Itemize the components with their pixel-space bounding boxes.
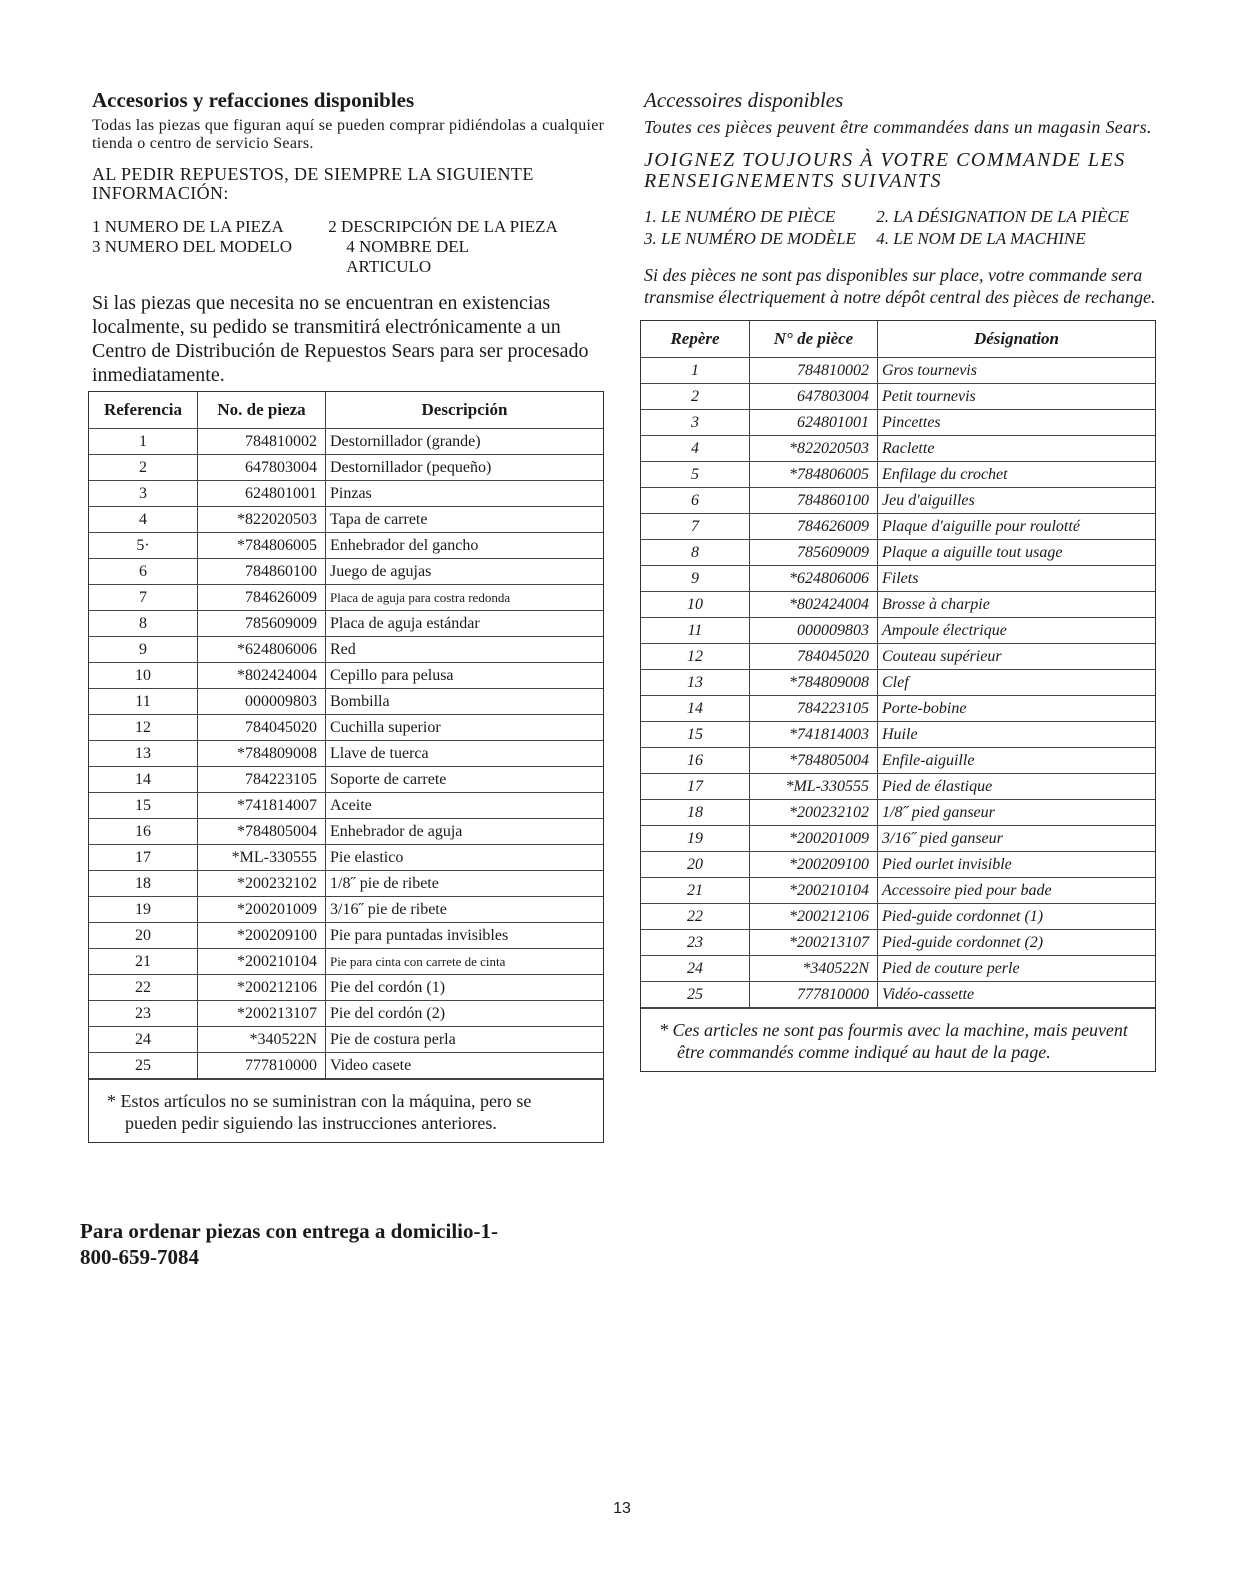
table-row <box>641 774 1155 800</box>
row-part-number: *200209100 <box>198 923 326 949</box>
row-part-number: *802424004 <box>750 592 878 618</box>
row-description: Tapa de carrete <box>326 507 604 533</box>
row-part-number: 000009803 <box>198 689 326 715</box>
header-part-number: No. de pieza <box>198 392 326 429</box>
table-row <box>89 897 603 923</box>
table-row <box>641 592 1155 618</box>
table-row <box>89 429 603 455</box>
row-description: 1/8˝ pie de ribete <box>326 871 604 897</box>
row-description: Placa de aguja para costra redonda <box>326 585 604 611</box>
row-description: Plaque a aiguille tout usage <box>878 540 1156 566</box>
row-description: Enhebrador de aguja <box>326 819 604 845</box>
row-description: Raclette <box>878 436 1156 462</box>
header-description: Désignation <box>878 321 1156 358</box>
row-description: Pied-guide cordonnet (1) <box>878 904 1156 930</box>
row-description: Vidéo-cassette <box>878 982 1156 1008</box>
row-description: Destornillador (pequeño) <box>326 455 604 481</box>
row-reference: 10 <box>89 663 198 689</box>
table-row <box>641 566 1155 592</box>
row-description: Cepillo para pelusa <box>326 663 604 689</box>
row-part-number: *624806006 <box>750 566 878 592</box>
page-number: 13 <box>613 1500 631 1517</box>
row-description: Bombilla <box>326 689 604 715</box>
row-part-number: *200213107 <box>750 930 878 956</box>
row-description: Filets <box>878 566 1156 592</box>
table-row <box>89 663 603 689</box>
row-part-number: 784860100 <box>198 559 326 585</box>
french-info-list <box>644 206 1160 250</box>
row-description: Clef <box>878 670 1156 696</box>
table-row <box>641 982 1155 1008</box>
row-reference: 3 <box>641 410 750 436</box>
row-reference: 9 <box>641 566 750 592</box>
row-reference: 3 <box>89 481 198 507</box>
row-part-number: 647803004 <box>750 384 878 410</box>
row-description: Jeu d'aiguilles <box>878 488 1156 514</box>
table-row <box>641 358 1155 384</box>
row-part-number: *200232102 <box>198 871 326 897</box>
row-description: Pie para puntadas invisibles <box>326 923 604 949</box>
spanish-parts-table-box <box>88 391 604 1143</box>
table-row <box>641 722 1155 748</box>
french-intro: Toutes ces pièces peuvent être commandées dans un magasin Sears. <box>644 117 1152 137</box>
row-reference: 19 <box>89 897 198 923</box>
row-description: Destornillador (grande) <box>326 429 604 455</box>
row-reference: 7 <box>641 514 750 540</box>
table-row <box>641 514 1155 540</box>
row-part-number: 784626009 <box>750 514 878 540</box>
row-reference: 14 <box>641 696 750 722</box>
french-heading: Accessoires disponibles <box>644 88 844 112</box>
row-reference: 21 <box>89 949 198 975</box>
row-reference: 16 <box>89 819 198 845</box>
spanish-availability-note: Si las piezas que necesita no se encuentran en existencias localmente, su pedido se transmitirá electrónicamente a un Centro de Distribución de Repuestos Sears para ser procesado inmediatamente. <box>92 292 589 386</box>
row-reference: 15 <box>641 722 750 748</box>
row-part-number: 784045020 <box>198 715 326 741</box>
row-reference: 4 <box>89 507 198 533</box>
table-row <box>641 410 1155 436</box>
french-caps-notice: JOIGNEZ TOUJOURS À VOTRE COMMANDE LES RENSEIGNEMENTS SUIVANTS <box>644 149 1126 192</box>
row-reference: 20 <box>89 923 198 949</box>
row-part-number: 785609009 <box>198 611 326 637</box>
table-row <box>641 384 1155 410</box>
row-description: Petit tournevis <box>878 384 1156 410</box>
info-item: 1. LE NUMÉRO DE PIÈCE <box>644 207 836 226</box>
row-reference: 24 <box>89 1027 198 1053</box>
row-description: Pie de costura perla <box>326 1027 604 1053</box>
row-description: Llave de tuerca <box>326 741 604 767</box>
row-part-number: 784860100 <box>750 488 878 514</box>
row-part-number: *340522N <box>198 1027 326 1053</box>
table-row <box>641 436 1155 462</box>
table-row <box>641 956 1155 982</box>
row-reference: 1 <box>641 358 750 384</box>
table-row <box>641 826 1155 852</box>
table-row <box>89 559 603 585</box>
info-item: 2 DESCRIPCIÓN DE LA PIEZA <box>328 217 558 236</box>
row-reference: 5· <box>89 533 198 559</box>
row-description: Pie del cordón (2) <box>326 1001 604 1027</box>
row-description: Pinzas <box>326 481 604 507</box>
french-parts-table <box>641 321 1155 1008</box>
row-description: Pied de élastique <box>878 774 1156 800</box>
info-item: 2. LA DÉSIGNATION DE LA PIÈCE <box>876 207 1130 226</box>
row-reference: 22 <box>89 975 198 1001</box>
row-reference: 9 <box>89 637 198 663</box>
spanish-caps-notice: AL PEDIR REPUESTOS, DE SIEMPRE LA SIGUIENTE INFORMACIÓN: <box>92 164 534 203</box>
row-part-number: *741814003 <box>750 722 878 748</box>
table-row <box>89 715 603 741</box>
table-row <box>89 585 603 611</box>
table-row <box>641 878 1155 904</box>
row-description: Pie para cinta con carrete de cinta <box>326 949 604 975</box>
row-description: Pied ourlet invisible <box>878 852 1156 878</box>
row-description: Accessoire pied pour bade <box>878 878 1156 904</box>
row-reference: 17 <box>89 845 198 871</box>
row-reference: 13 <box>641 670 750 696</box>
row-reference: 21 <box>641 878 750 904</box>
table-row <box>89 1001 603 1027</box>
row-reference: 4 <box>641 436 750 462</box>
row-description: Red <box>326 637 604 663</box>
row-reference: 25 <box>641 982 750 1008</box>
row-part-number: *200210104 <box>198 949 326 975</box>
order-phone-info: Para ordenar piezas con entrega a domicilio-1-800-659-7084 <box>80 1219 498 1269</box>
row-part-number: *784809008 <box>750 670 878 696</box>
table-row <box>89 767 603 793</box>
row-reference: 18 <box>89 871 198 897</box>
table-row <box>89 637 603 663</box>
row-part-number: 784223105 <box>750 696 878 722</box>
header-reference: Referencia <box>89 392 198 429</box>
spanish-footnote: * Estos artículos no se suministran con la máquina, pero se pueden pedir siguiendo las instrucciones anteriores. <box>89 1079 603 1142</box>
row-part-number: *784809008 <box>198 741 326 767</box>
row-reference: 15 <box>89 793 198 819</box>
table-row <box>641 488 1155 514</box>
row-description: Cuchilla superior <box>326 715 604 741</box>
row-description: Pie elastico <box>326 845 604 871</box>
row-reference: 12 <box>89 715 198 741</box>
row-description: Gros tournevis <box>878 358 1156 384</box>
row-reference: 2 <box>89 455 198 481</box>
row-reference: 17 <box>641 774 750 800</box>
table-row <box>641 670 1155 696</box>
row-part-number: *200232102 <box>750 800 878 826</box>
table-row <box>641 618 1155 644</box>
row-reference: 2 <box>641 384 750 410</box>
table-row <box>89 689 603 715</box>
row-description: Soporte de carrete <box>326 767 604 793</box>
row-description: Aceite <box>326 793 604 819</box>
row-part-number: *200201009 <box>750 826 878 852</box>
row-part-number: *200213107 <box>198 1001 326 1027</box>
table-row <box>89 455 603 481</box>
table-row <box>641 462 1155 488</box>
row-part-number: 777810000 <box>198 1053 326 1079</box>
table-row <box>89 533 603 559</box>
table-row <box>89 949 603 975</box>
table-row <box>89 819 603 845</box>
spanish-intro: Todas las piezas que figuran aquí se pueden comprar pidiéndolas a cualquier tienda o centro de servicio Sears. <box>92 117 605 152</box>
table-row <box>89 1053 603 1079</box>
row-reference: 22 <box>641 904 750 930</box>
row-description: Brosse à charpie <box>878 592 1156 618</box>
row-part-number: *784805004 <box>750 748 878 774</box>
table-row <box>641 852 1155 878</box>
info-item: 4. LE NOM DE LA MACHINE <box>876 229 1086 248</box>
table-row <box>89 611 603 637</box>
row-reference: 7 <box>89 585 198 611</box>
row-reference: 11 <box>89 689 198 715</box>
row-part-number: *784805004 <box>198 819 326 845</box>
row-part-number: 777810000 <box>750 982 878 1008</box>
info-item: 4 NOMBRE DEL ARTICULO <box>346 237 469 276</box>
row-reference: 23 <box>641 930 750 956</box>
header-part-number: N° de pièce <box>750 321 878 358</box>
row-reference: 11 <box>641 618 750 644</box>
table-row <box>89 507 603 533</box>
row-description: 3/16˝ pie de ribete <box>326 897 604 923</box>
row-part-number: *822020503 <box>750 436 878 462</box>
table-row <box>89 923 603 949</box>
french-column <box>640 88 1160 1072</box>
row-reference: 13 <box>89 741 198 767</box>
row-description: Juego de agujas <box>326 559 604 585</box>
table-row <box>89 481 603 507</box>
row-reference: 5 <box>641 462 750 488</box>
row-part-number: *802424004 <box>198 663 326 689</box>
row-reference: 25 <box>89 1053 198 1079</box>
row-part-number: 785609009 <box>750 540 878 566</box>
row-description: Pie del cordón (1) <box>326 975 604 1001</box>
row-part-number: *822020503 <box>198 507 326 533</box>
french-parts-table-box <box>640 320 1156 1072</box>
row-reference: 12 <box>641 644 750 670</box>
row-description: Pincettes <box>878 410 1156 436</box>
table-row <box>641 748 1155 774</box>
row-part-number: 784045020 <box>750 644 878 670</box>
row-part-number: *340522N <box>750 956 878 982</box>
row-reference: 10 <box>641 592 750 618</box>
row-part-number: 784223105 <box>198 767 326 793</box>
row-reference: 1 <box>89 429 198 455</box>
row-part-number: *200210104 <box>750 878 878 904</box>
row-description: Enfilage du crochet <box>878 462 1156 488</box>
table-row <box>89 741 603 767</box>
row-part-number: 784626009 <box>198 585 326 611</box>
french-footnote: * Ces articles ne sont pas fourmis avec la machine, mais peuvent être commandés comme indiqué au haut de la page. <box>641 1008 1155 1071</box>
spanish-column <box>88 88 608 1143</box>
row-description: Enhebrador del gancho <box>326 533 604 559</box>
info-item: 1 NUMERO DE LA PIEZA <box>92 217 284 236</box>
table-row <box>89 793 603 819</box>
row-reference: 14 <box>89 767 198 793</box>
info-item: 3 NUMERO DEL MODELO <box>92 237 293 256</box>
row-part-number: *784806005 <box>198 533 326 559</box>
row-description: 1/8˝ pied ganseur <box>878 800 1156 826</box>
row-part-number: 000009803 <box>750 618 878 644</box>
row-part-number: *741814007 <box>198 793 326 819</box>
table-row <box>89 975 603 1001</box>
table-row <box>89 845 603 871</box>
row-description: Plaque d'aiguille pour roulotté <box>878 514 1156 540</box>
table-header-row <box>641 321 1155 358</box>
spanish-info-list <box>92 217 608 277</box>
table-row <box>641 540 1155 566</box>
row-description: Placa de aguja estándar <box>326 611 604 637</box>
header-description: Descripción <box>326 392 604 429</box>
row-description: Porte-bobine <box>878 696 1156 722</box>
row-part-number: *200212106 <box>198 975 326 1001</box>
row-part-number: *200212106 <box>750 904 878 930</box>
row-part-number: 784810002 <box>750 358 878 384</box>
row-description: Couteau supérieur <box>878 644 1156 670</box>
table-row <box>641 800 1155 826</box>
row-part-number: 647803004 <box>198 455 326 481</box>
table-row <box>641 644 1155 670</box>
row-part-number: *200209100 <box>750 852 878 878</box>
row-part-number: 624801001 <box>750 410 878 436</box>
row-part-number: 624801001 <box>198 481 326 507</box>
spanish-parts-table <box>89 392 603 1079</box>
row-reference: 23 <box>89 1001 198 1027</box>
row-part-number: *ML-330555 <box>750 774 878 800</box>
row-description: 3/16˝ pied ganseur <box>878 826 1156 852</box>
row-reference: 8 <box>89 611 198 637</box>
row-reference: 8 <box>641 540 750 566</box>
row-reference: 18 <box>641 800 750 826</box>
row-reference: 24 <box>641 956 750 982</box>
table-row <box>641 930 1155 956</box>
row-description: Ampoule électrique <box>878 618 1156 644</box>
header-reference: Repère <box>641 321 750 358</box>
table-header-row <box>89 392 603 429</box>
row-reference: 20 <box>641 852 750 878</box>
spanish-heading: Accesorios y refacciones disponibles <box>92 88 415 112</box>
row-part-number: *784806005 <box>750 462 878 488</box>
french-availability-note: Si des pièces ne sont pas disponibles sur place, votre commande sera transmise électriquement à notre dépôt central des pièces de rechange. <box>644 265 1156 307</box>
row-description: Video casete <box>326 1053 604 1079</box>
table-row <box>641 696 1155 722</box>
table-row <box>641 904 1155 930</box>
table-row <box>89 1027 603 1053</box>
row-description: Pied-guide cordonnet (2) <box>878 930 1156 956</box>
row-description: Enfile-aiguille <box>878 748 1156 774</box>
row-description: Pied de couture perle <box>878 956 1156 982</box>
row-reference: 6 <box>89 559 198 585</box>
row-part-number: 784810002 <box>198 429 326 455</box>
row-description: Huile <box>878 722 1156 748</box>
info-item: 3. LE NUMÉRO DE MODÈLE <box>644 229 857 248</box>
row-reference: 19 <box>641 826 750 852</box>
row-part-number: *200201009 <box>198 897 326 923</box>
row-part-number: *624806006 <box>198 637 326 663</box>
row-reference: 6 <box>641 488 750 514</box>
table-row <box>89 871 603 897</box>
row-reference: 16 <box>641 748 750 774</box>
row-part-number: *ML-330555 <box>198 845 326 871</box>
